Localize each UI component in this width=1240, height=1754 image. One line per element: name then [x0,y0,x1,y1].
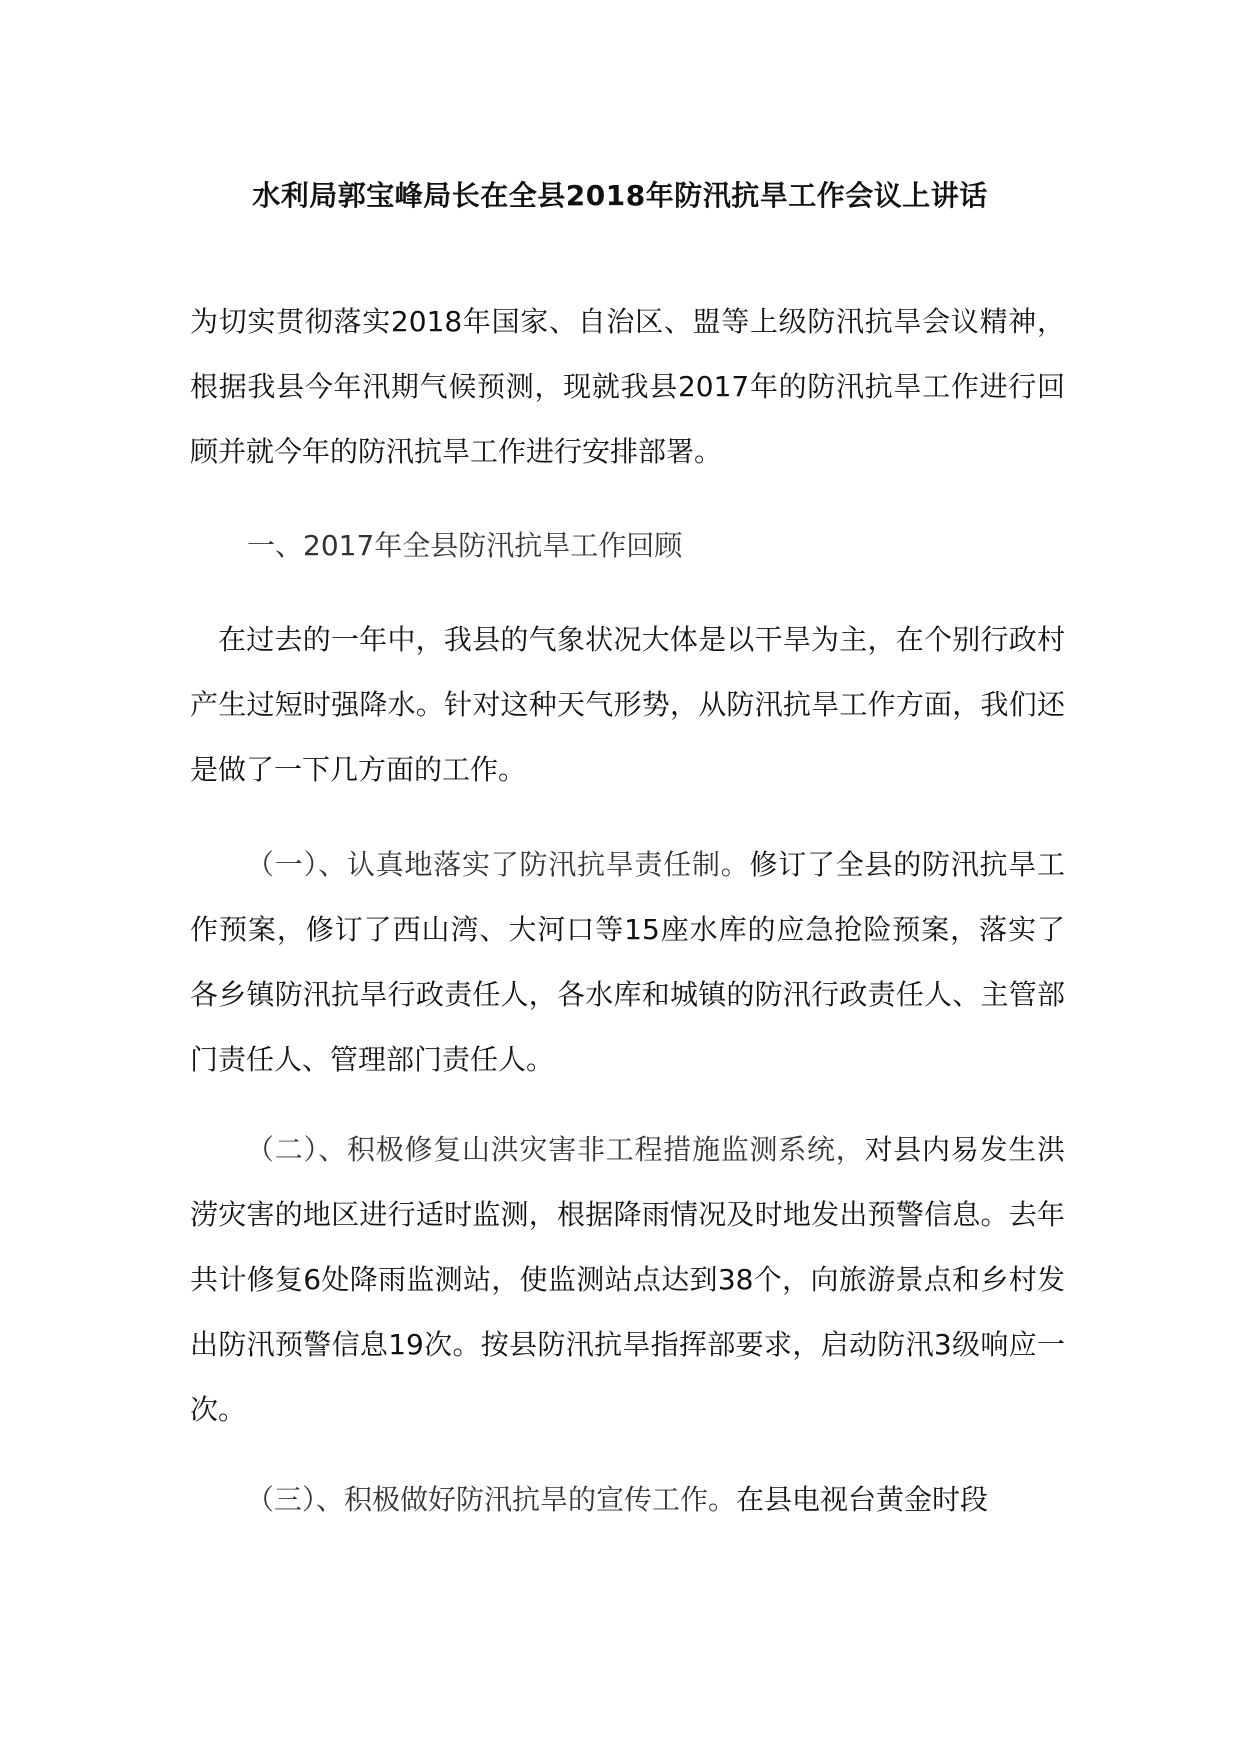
item-1-lead: （一）、认真地落实了防汛抗旱责任制。 [246,848,750,881]
item-1-text: 修订了全县的防汛抗旱工作预案，修订了西山湾、大河口等15座水库的应急抢险预案，落实了各乡镇防汛抗旱行政责任人，各水库和城镇的防汛行政责任人、主管部门责任人、管理部门责任人。 [190,848,1065,1076]
item-2-lead: （二）、积极修复山洪灾害非工程措施监测系统， [246,1133,865,1166]
item-2-paragraph [190,1117,1065,1442]
section-heading-review: 一、2017年全县防汛抗旱工作回顾 [247,529,683,562]
item-3-text: 在县电视台黄金时段 [736,1483,989,1516]
item-3-lead: （三）、积极做好防汛抗旱的宣传工作。 [246,1483,737,1516]
review-paragraph: 在过去的一年中，我县的气象状况大体是以干旱为主，在个别行政村产生过短时强降水。针对这种天气形势，从防汛抗旱工作方面，我们还是做了一下几方面的工作。 [190,623,1065,786]
item-3-paragraph [190,1467,1065,1532]
intro-paragraph: 为切实贯彻落实2018年国家、自治区、盟等上级防汛抗旱会议精神，根据我县今年汛期气候预测，现就我县2017年的防汛抗旱工作进行回顾并就今年的防汛抗旱工作进行安排部署。 [190,305,1065,468]
item-2-text: 对县内易发生洪涝灾害的地区进行适时监测，根据降雨情况及时地发出预警信息。去年共计修复6处降雨监测站，使监测站点达到38个，向旅游景点和乡村发出防汛预警信息19次。按县防汛抗旱指挥部要求，启动防汛3级响应一次。 [190,1133,1065,1426]
item-1-paragraph [190,832,1065,1092]
document-title: 水利局郭宝峰局长在全县2018年防汛抗旱工作会议上讲话 [252,179,988,212]
